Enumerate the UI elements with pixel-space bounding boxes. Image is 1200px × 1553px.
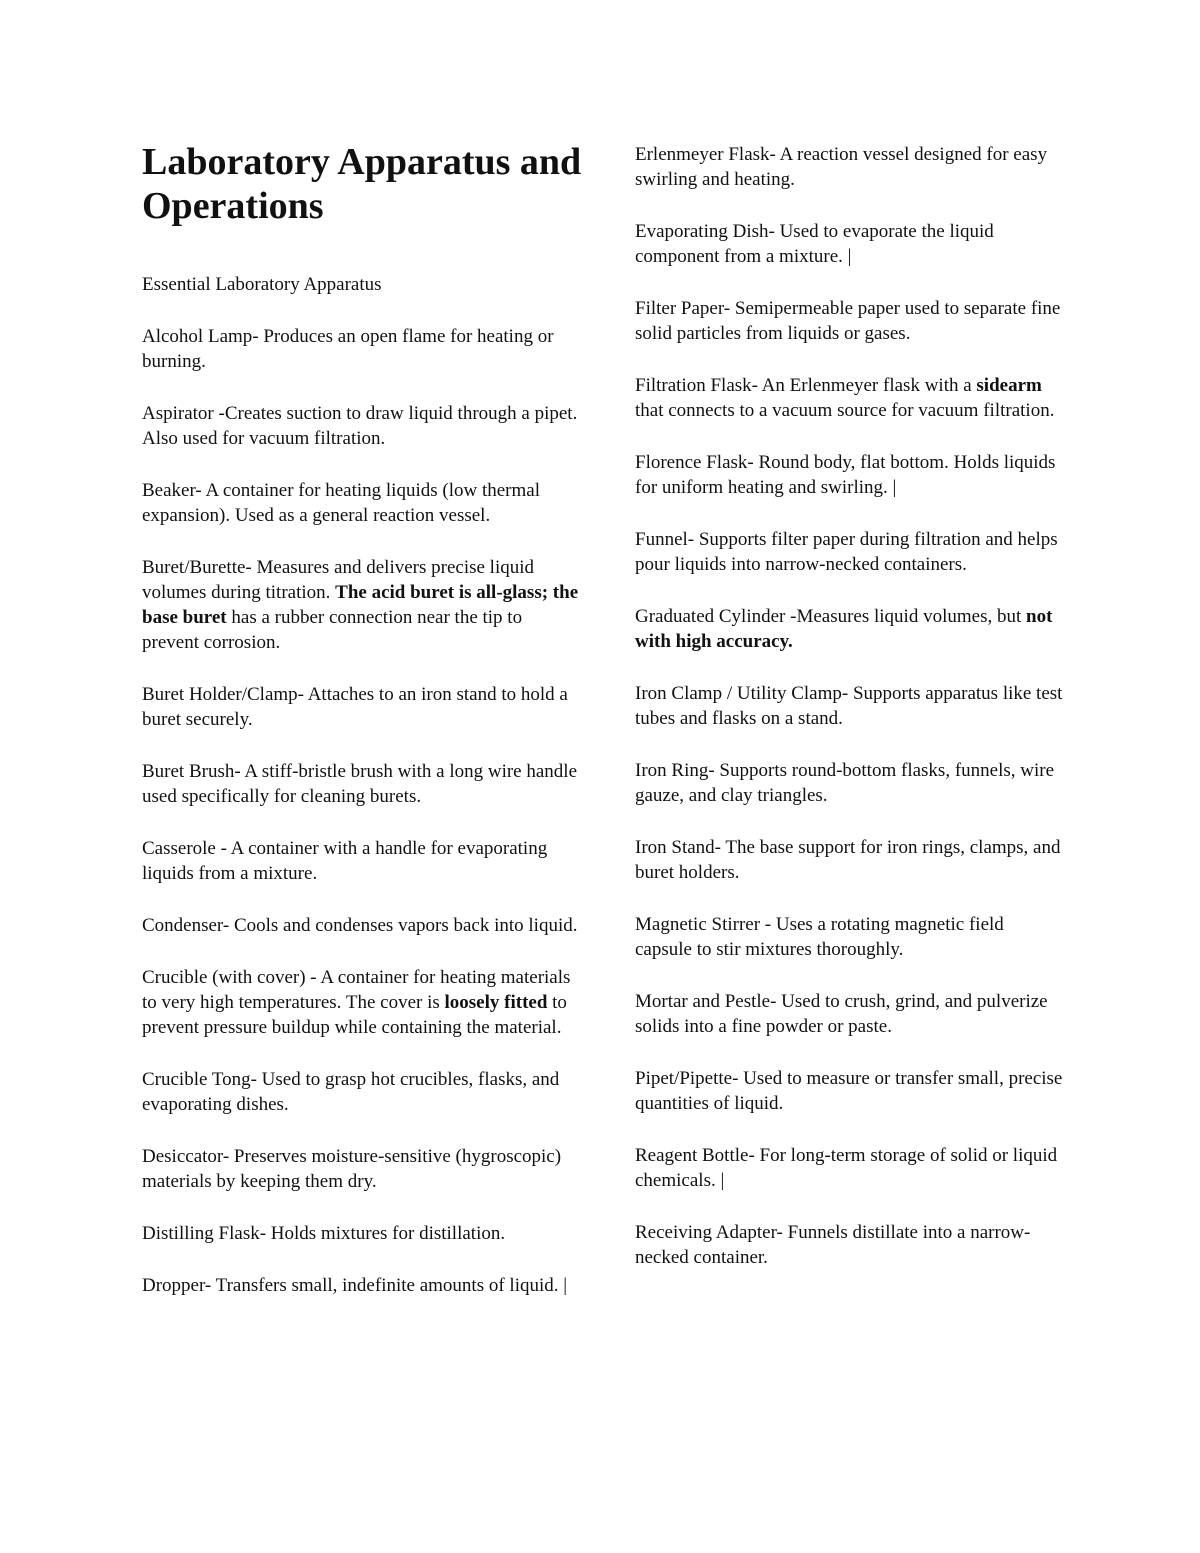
entry-text: Magnetic Stirrer - Uses a rotating magnetic field capsule to stir mixtures thoroughly. xyxy=(635,914,1004,960)
entry-text: Aspirator -Creates suction to draw liquid through a pipet. Also used for vacuum filtration. xyxy=(142,403,578,449)
entry-text-bold: not with high accuracy. xyxy=(635,606,1053,652)
apparatus-entry xyxy=(142,401,582,451)
entry-text: Iron Stand- The base support for iron rings, clamps, and buret holders. xyxy=(635,837,1061,883)
right-entry-list xyxy=(635,142,1065,1270)
entry-text: Filter Paper- Semipermeable paper used to separate fine solid particles from liquids or gases. xyxy=(635,298,1061,344)
entry-text: Buret Brush- A stiff-bristle brush with a long wire handle used specifically for cleaning burets. xyxy=(142,761,578,807)
entry-text: Florence Flask- Round body, flat bottom. Holds liquids for uniform heating and swirling. | xyxy=(635,452,1056,498)
entry-text: has a rubber connection near the tip to prevent corrosion. xyxy=(142,607,523,653)
entry-text: Alcohol Lamp- Produces an open flame for heating or burning. xyxy=(142,326,554,372)
left-column xyxy=(142,140,582,1325)
apparatus-entry xyxy=(635,681,1065,731)
apparatus-entry xyxy=(635,1220,1065,1270)
apparatus-entry xyxy=(142,555,582,655)
entry-text-bold: The acid buret is all-glass; the base buret xyxy=(142,582,579,628)
apparatus-entry xyxy=(142,1144,582,1194)
entry-text: to prevent pressure buildup while containing the material. xyxy=(142,992,567,1038)
entry-text: Reagent Bottle- For long-term storage of solid or liquid chemicals. | xyxy=(635,1145,1058,1191)
entry-text: Evaporating Dish- Used to evaporate the liquid component from a mixture. | xyxy=(635,221,994,267)
apparatus-entry xyxy=(142,965,582,1040)
entry-text: Casserole - A container with a handle for evaporating liquids from a mixture. xyxy=(142,838,548,884)
entry-text: Desiccator- Preserves moisture-sensitive (hygroscopic) materials by keeping them dry. xyxy=(142,1146,562,1192)
entry-text: Erlenmeyer Flask- A reaction vessel designed for easy swirling and heating. xyxy=(635,144,1048,190)
apparatus-entry xyxy=(635,142,1065,192)
apparatus-entry xyxy=(635,912,1065,962)
entry-text-bold: sidearm xyxy=(976,375,1042,396)
entry-text: Iron Ring- Supports round-bottom flasks, funnels, wire gauze, and clay triangles. xyxy=(635,760,1055,806)
entry-text: Condenser- Cools and condenses vapors back into liquid. xyxy=(142,915,578,936)
apparatus-entry xyxy=(142,913,582,938)
apparatus-entry xyxy=(635,296,1065,346)
entry-text: Filtration Flask- An Erlenmeyer flask with a xyxy=(635,375,977,396)
entry-text: Beaker- A container for heating liquids (low thermal expansion). Used as a general reaction vessel. xyxy=(142,480,540,526)
entry-text: Pipet/Pipette- Used to measure or transfer small, precise quantities of liquid. xyxy=(635,1068,1063,1114)
apparatus-entry xyxy=(142,324,582,374)
entry-text: Crucible (with cover) - A container for heating materials to very high temperatures. The cover is xyxy=(142,967,571,1013)
entry-text: Distilling Flask- Holds mixtures for distillation. xyxy=(142,1223,506,1244)
apparatus-entry xyxy=(142,682,582,732)
entry-text: Crucible Tong- Used to grasp hot crucibles, flasks, and evaporating dishes. xyxy=(142,1069,560,1115)
apparatus-entry xyxy=(635,835,1065,885)
apparatus-entry xyxy=(635,989,1065,1039)
apparatus-entry xyxy=(635,1066,1065,1116)
entry-text: that connects to a vacuum source for vacuum filtration. xyxy=(635,400,1055,421)
entry-text: Iron Clamp / Utility Clamp- Supports apparatus like test tubes and flasks on a stand. xyxy=(635,683,1063,729)
section-subtitle: Essential Laboratory Apparatus xyxy=(142,274,382,295)
apparatus-entry xyxy=(635,527,1065,577)
entry-text: Mortar and Pestle- Used to crush, grind, and pulverize solids into a fine powder or paste. xyxy=(635,991,1048,1037)
right-column xyxy=(635,142,1065,1297)
apparatus-entry xyxy=(635,219,1065,269)
page-title: Laboratory Apparatus and Operations xyxy=(142,141,582,227)
apparatus-entry xyxy=(142,759,582,809)
apparatus-entry xyxy=(142,1221,582,1246)
entry-text-bold: loosely fitted xyxy=(444,992,548,1013)
entry-text: Dropper- Transfers small, indefinite amounts of liquid. | xyxy=(142,1275,568,1296)
left-entry-list xyxy=(142,324,582,1298)
entry-text: Receiving Adapter- Funnels distillate into a narrow-necked container. xyxy=(635,1222,1031,1268)
apparatus-entry xyxy=(142,478,582,528)
apparatus-entry xyxy=(635,373,1065,423)
entry-text: Graduated Cylinder -Measures liquid volumes, but xyxy=(635,606,1027,627)
entry-text: Buret/Burette- Measures and delivers precise liquid volumes during titration. xyxy=(142,557,535,603)
apparatus-entry xyxy=(635,758,1065,808)
apparatus-entry xyxy=(635,1143,1065,1193)
entry-text: Buret Holder/Clamp- Attaches to an iron stand to hold a buret securely. xyxy=(142,684,568,730)
apparatus-entry xyxy=(142,1273,582,1298)
apparatus-entry xyxy=(635,450,1065,500)
apparatus-entry xyxy=(635,604,1065,654)
apparatus-entry xyxy=(142,1067,582,1117)
apparatus-entry xyxy=(142,836,582,886)
entry-text: Funnel- Supports filter paper during filtration and helps pour liquids into narrow-necked containers. xyxy=(635,529,1058,575)
